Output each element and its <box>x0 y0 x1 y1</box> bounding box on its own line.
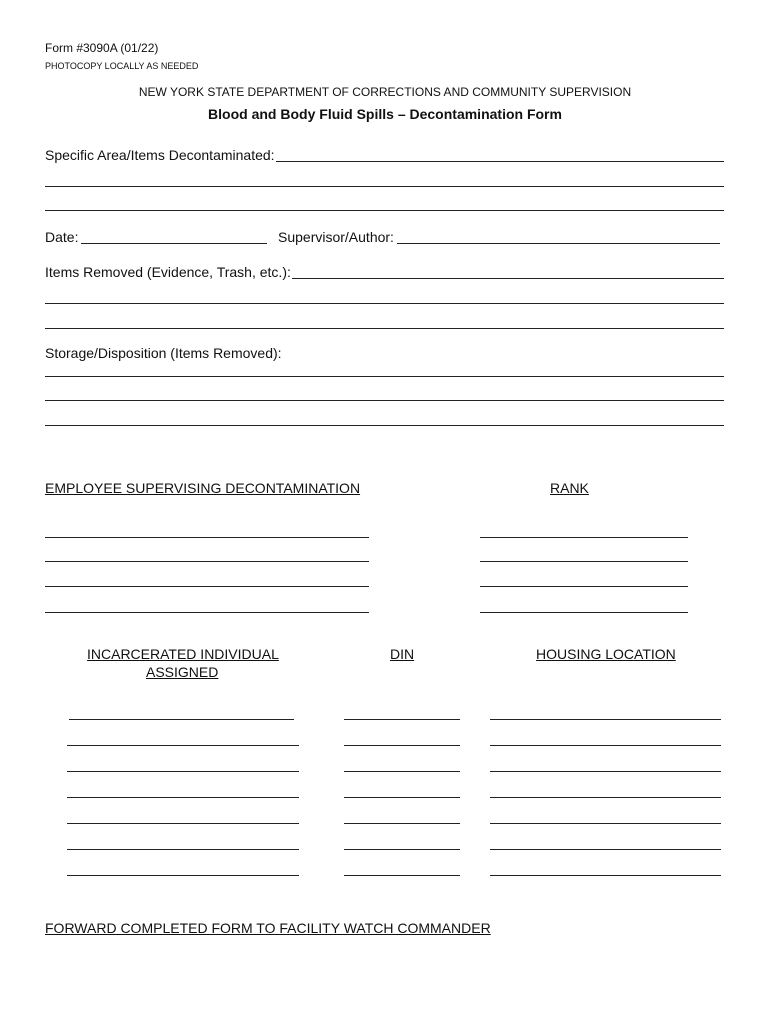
supervisor-label: Supervisor/Author: <box>278 229 394 245</box>
din-input-line-5[interactable] <box>344 823 460 824</box>
rank-input-line-4[interactable] <box>480 612 688 613</box>
form-title: Blood and Body Fluid Spills – Decontamination Form <box>208 106 562 122</box>
employee-input-line-1[interactable] <box>45 537 369 538</box>
items-removed-input-line-3[interactable] <box>45 328 724 329</box>
housing-input-line-4[interactable] <box>490 797 721 798</box>
individual-input-line-5[interactable] <box>67 823 299 824</box>
din-header: DIN <box>390 646 415 662</box>
items-removed-input-line-2[interactable] <box>45 303 724 304</box>
rank-input-line-3[interactable] <box>480 586 688 587</box>
individual-input-line-3[interactable] <box>67 771 299 772</box>
storage-label: Storage/Disposition (Items Removed): <box>45 345 282 361</box>
housing-input-line-6[interactable] <box>490 849 721 850</box>
individual-input-line-7[interactable] <box>67 875 299 876</box>
specific-area-label: Specific Area/Items Decontaminated: <box>45 147 275 163</box>
housing-input-line-1[interactable] <box>490 719 721 720</box>
employee-header: EMPLOYEE SUPERVISING DECONTAMINATION <box>45 480 361 496</box>
individual-input-line-2[interactable] <box>67 745 299 746</box>
storage-input-line-2[interactable] <box>45 400 724 401</box>
housing-header: HOUSING LOCATION <box>536 646 676 662</box>
date-input-line[interactable] <box>81 243 267 244</box>
employee-input-line-2[interactable] <box>45 561 369 562</box>
individual-header-line2: ASSIGNED <box>146 664 219 680</box>
individual-header-line1: INCARCERATED INDIVIDUAL <box>87 646 279 662</box>
housing-input-line-5[interactable] <box>490 823 721 824</box>
din-input-line-2[interactable] <box>344 745 460 746</box>
individual-input-line-4[interactable] <box>67 797 299 798</box>
date-label: Date: <box>45 229 79 245</box>
din-input-line-4[interactable] <box>344 797 460 798</box>
specific-area-input-line-3[interactable] <box>45 210 724 211</box>
housing-input-line-2[interactable] <box>490 745 721 746</box>
form-number: Form #3090A (01/22) <box>45 41 159 55</box>
storage-input-line-1[interactable] <box>45 376 724 377</box>
employee-input-line-4[interactable] <box>45 612 369 613</box>
supervisor-input-line[interactable] <box>397 243 720 244</box>
rank-input-line-1[interactable] <box>480 537 688 538</box>
housing-input-line-7[interactable] <box>490 875 721 876</box>
individual-input-line-6[interactable] <box>67 849 299 850</box>
photocopy-note: PHOTOCOPY LOCALLY AS NEEDED <box>45 61 199 71</box>
specific-area-input-line[interactable] <box>276 161 724 162</box>
items-removed-label: Items Removed (Evidence, Trash, etc.): <box>45 264 291 280</box>
individual-input-line-1[interactable] <box>69 719 294 720</box>
housing-input-line-3[interactable] <box>490 771 721 772</box>
storage-input-line-3[interactable] <box>45 425 724 426</box>
forward-note: FORWARD COMPLETED FORM TO FACILITY WATCH COMMANDER <box>45 920 491 936</box>
din-input-line-1[interactable] <box>344 719 460 720</box>
department-name: NEW YORK STATE DEPARTMENT OF CORRECTIONS AND COMMUNITY SUPERVISION <box>138 85 632 99</box>
specific-area-input-line-2[interactable] <box>45 186 724 187</box>
din-input-line-3[interactable] <box>344 771 460 772</box>
employee-input-line-3[interactable] <box>45 586 369 587</box>
din-input-line-7[interactable] <box>344 875 460 876</box>
rank-header: RANK <box>550 480 589 496</box>
items-removed-input-line[interactable] <box>292 278 724 279</box>
din-input-line-6[interactable] <box>344 849 460 850</box>
rank-input-line-2[interactable] <box>480 561 688 562</box>
